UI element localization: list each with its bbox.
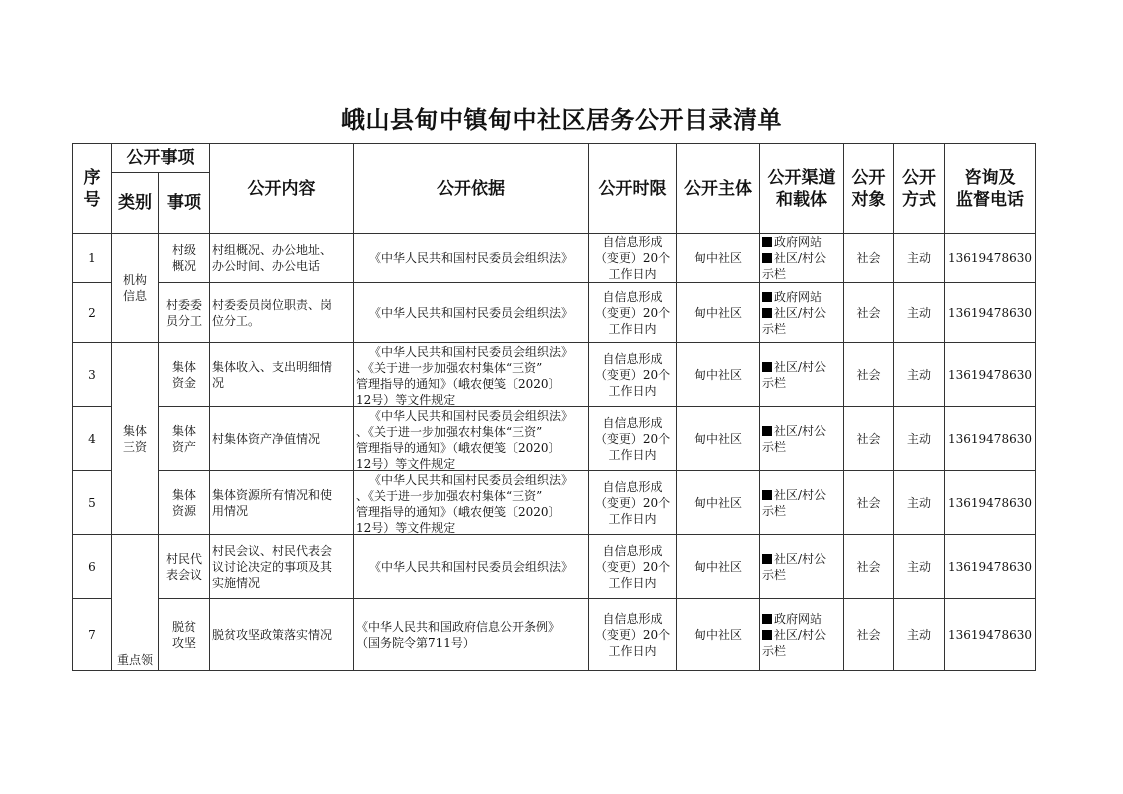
method-cell: 主动 <box>894 599 945 671</box>
time-limit-cell: 自信息形成 （变更）20个 工作日内 <box>589 599 677 671</box>
phone-cell: 13619478630 <box>945 535 1036 599</box>
header-phone: 咨询及 监督电话 <box>945 144 1036 234</box>
phone-cell: 13619478630 <box>945 283 1036 343</box>
header-seq: 序 号 <box>73 144 112 234</box>
checkbox-filled-icon <box>762 362 772 372</box>
basis-cell: 《中华人民共和国村民委员会组织法》 、《关于进一步加强农村集体“三资” 管理指导的通知》（峨农便笺〔2020〕 12号）等文件规定 <box>354 471 589 535</box>
method-cell: 主动 <box>894 407 945 471</box>
target-cell: 社会 <box>844 283 894 343</box>
seq-cell: 6 <box>73 535 112 599</box>
content-cell: 集体收入、支出明细情 况 <box>210 343 354 407</box>
item-cell: 村民代 表会议 <box>159 535 210 599</box>
table-row <box>73 234 1036 283</box>
basis-cell: 《中华人民共和国村民委员会组织法》 <box>354 535 589 599</box>
checkbox-filled-icon <box>762 292 772 302</box>
basis-cell: 《中华人民共和国政府信息公开条例》 （国务院令第711号） <box>354 599 589 671</box>
category-cell: 集体 三资 <box>112 343 159 535</box>
page-title: 峨山县甸中镇甸中社区居务公开目录清单 <box>341 105 782 134</box>
method-cell: 主动 <box>894 234 945 283</box>
item-cell: 村级 概况 <box>159 234 210 283</box>
category-cell: 重点领 <box>112 535 159 671</box>
header-method: 公开 方式 <box>894 144 945 234</box>
target-cell: 社会 <box>844 599 894 671</box>
target-cell: 社会 <box>844 234 894 283</box>
header-target: 公开 对象 <box>844 144 894 234</box>
header-item: 事项 <box>159 173 210 234</box>
channel-cell: 政府网站 社区/村公 示栏 <box>760 283 844 343</box>
header-content: 公开内容 <box>210 144 354 234</box>
seq-cell: 3 <box>73 343 112 407</box>
channel-cell: 政府网站 社区/村公 示栏 <box>760 599 844 671</box>
subject-cell: 甸中社区 <box>677 343 760 407</box>
checkbox-filled-icon <box>762 237 772 247</box>
content-cell: 脱贫攻坚政策落实情况 <box>210 599 354 671</box>
category-cell: 机构 信息 <box>112 234 159 343</box>
subject-cell: 甸中社区 <box>677 283 760 343</box>
table-row <box>73 407 1036 471</box>
checkbox-filled-icon <box>762 554 772 564</box>
basis-cell: 《中华人民共和国村民委员会组织法》 、《关于进一步加强农村集体“三资” 管理指导的通知》（峨农便笺〔2020〕 12号）等文件规定 <box>354 343 589 407</box>
subject-cell: 甸中社区 <box>677 599 760 671</box>
header-category: 类别 <box>112 173 159 234</box>
seq-cell: 7 <box>73 599 112 671</box>
time-limit-cell: 自信息形成 （变更）20个 工作日内 <box>589 471 677 535</box>
checkbox-filled-icon <box>762 614 772 624</box>
header-row-1 <box>73 144 1036 173</box>
time-limit-cell: 自信息形成 （变更）20个 工作日内 <box>589 343 677 407</box>
channel-cell: 社区/村公 示栏 <box>760 535 844 599</box>
subject-cell: 甸中社区 <box>677 234 760 283</box>
method-cell: 主动 <box>894 535 945 599</box>
method-cell: 主动 <box>894 343 945 407</box>
header-time-limit: 公开时限 <box>589 144 677 234</box>
channel-cell: 社区/村公 示栏 <box>760 471 844 535</box>
table-row <box>73 535 1036 599</box>
header-subject: 公开主体 <box>677 144 760 234</box>
item-cell: 脱贫 攻坚 <box>159 599 210 671</box>
content-cell: 集体资源所有情况和使 用情况 <box>210 471 354 535</box>
content-cell: 村组概况、办公地址、 办公时间、办公电话 <box>210 234 354 283</box>
table-row <box>73 471 1036 535</box>
phone-cell: 13619478630 <box>945 407 1036 471</box>
seq-cell: 1 <box>73 234 112 283</box>
method-cell: 主动 <box>894 471 945 535</box>
phone-cell: 13619478630 <box>945 234 1036 283</box>
channel-cell: 社区/村公 示栏 <box>760 343 844 407</box>
table-row <box>73 343 1036 407</box>
table-row <box>73 283 1036 343</box>
content-cell: 村委委员岗位职责、岗 位分工。 <box>210 283 354 343</box>
seq-cell: 5 <box>73 471 112 535</box>
time-limit-cell: 自信息形成 （变更）20个 工作日内 <box>589 535 677 599</box>
seq-cell: 4 <box>73 407 112 471</box>
time-limit-cell: 自信息形成 （变更）20个 工作日内 <box>589 234 677 283</box>
method-cell: 主动 <box>894 283 945 343</box>
header-basis: 公开依据 <box>354 144 589 234</box>
phone-cell: 13619478630 <box>945 471 1036 535</box>
disclosure-table <box>72 143 1036 671</box>
subject-cell: 甸中社区 <box>677 407 760 471</box>
subject-cell: 甸中社区 <box>677 471 760 535</box>
phone-cell: 13619478630 <box>945 599 1036 671</box>
checkbox-filled-icon <box>762 630 772 640</box>
target-cell: 社会 <box>844 407 894 471</box>
item-cell: 村委委 员分工 <box>159 283 210 343</box>
phone-cell: 13619478630 <box>945 343 1036 407</box>
channel-cell: 社区/村公 示栏 <box>760 407 844 471</box>
channel-cell: 政府网站 社区/村公 示栏 <box>760 234 844 283</box>
seq-cell: 2 <box>73 283 112 343</box>
checkbox-filled-icon <box>762 308 772 318</box>
table-row <box>73 599 1036 671</box>
target-cell: 社会 <box>844 343 894 407</box>
checkbox-filled-icon <box>762 426 772 436</box>
target-cell: 社会 <box>844 471 894 535</box>
item-cell: 集体 资金 <box>159 343 210 407</box>
item-cell: 集体 资源 <box>159 471 210 535</box>
time-limit-cell: 自信息形成 （变更）20个 工作日内 <box>589 407 677 471</box>
basis-cell: 《中华人民共和国村民委员会组织法》 、《关于进一步加强农村集体“三资” 管理指导的通知》（峨农便笺〔2020〕 12号）等文件规定 <box>354 407 589 471</box>
header-channel: 公开渠道 和载体 <box>760 144 844 234</box>
basis-cell: 《中华人民共和国村民委员会组织法》 <box>354 283 589 343</box>
target-cell: 社会 <box>844 535 894 599</box>
time-limit-cell: 自信息形成 （变更）20个 工作日内 <box>589 283 677 343</box>
checkbox-filled-icon <box>762 253 772 263</box>
subject-cell: 甸中社区 <box>677 535 760 599</box>
item-cell: 集体 资产 <box>159 407 210 471</box>
basis-cell: 《中华人民共和国村民委员会组织法》 <box>354 234 589 283</box>
header-public-items: 公开事项 <box>112 144 210 173</box>
content-cell: 村民会议、村民代表会 议讨论决定的事项及其 实施情况 <box>210 535 354 599</box>
checkbox-filled-icon <box>762 490 772 500</box>
content-cell: 村集体资产净值情况 <box>210 407 354 471</box>
